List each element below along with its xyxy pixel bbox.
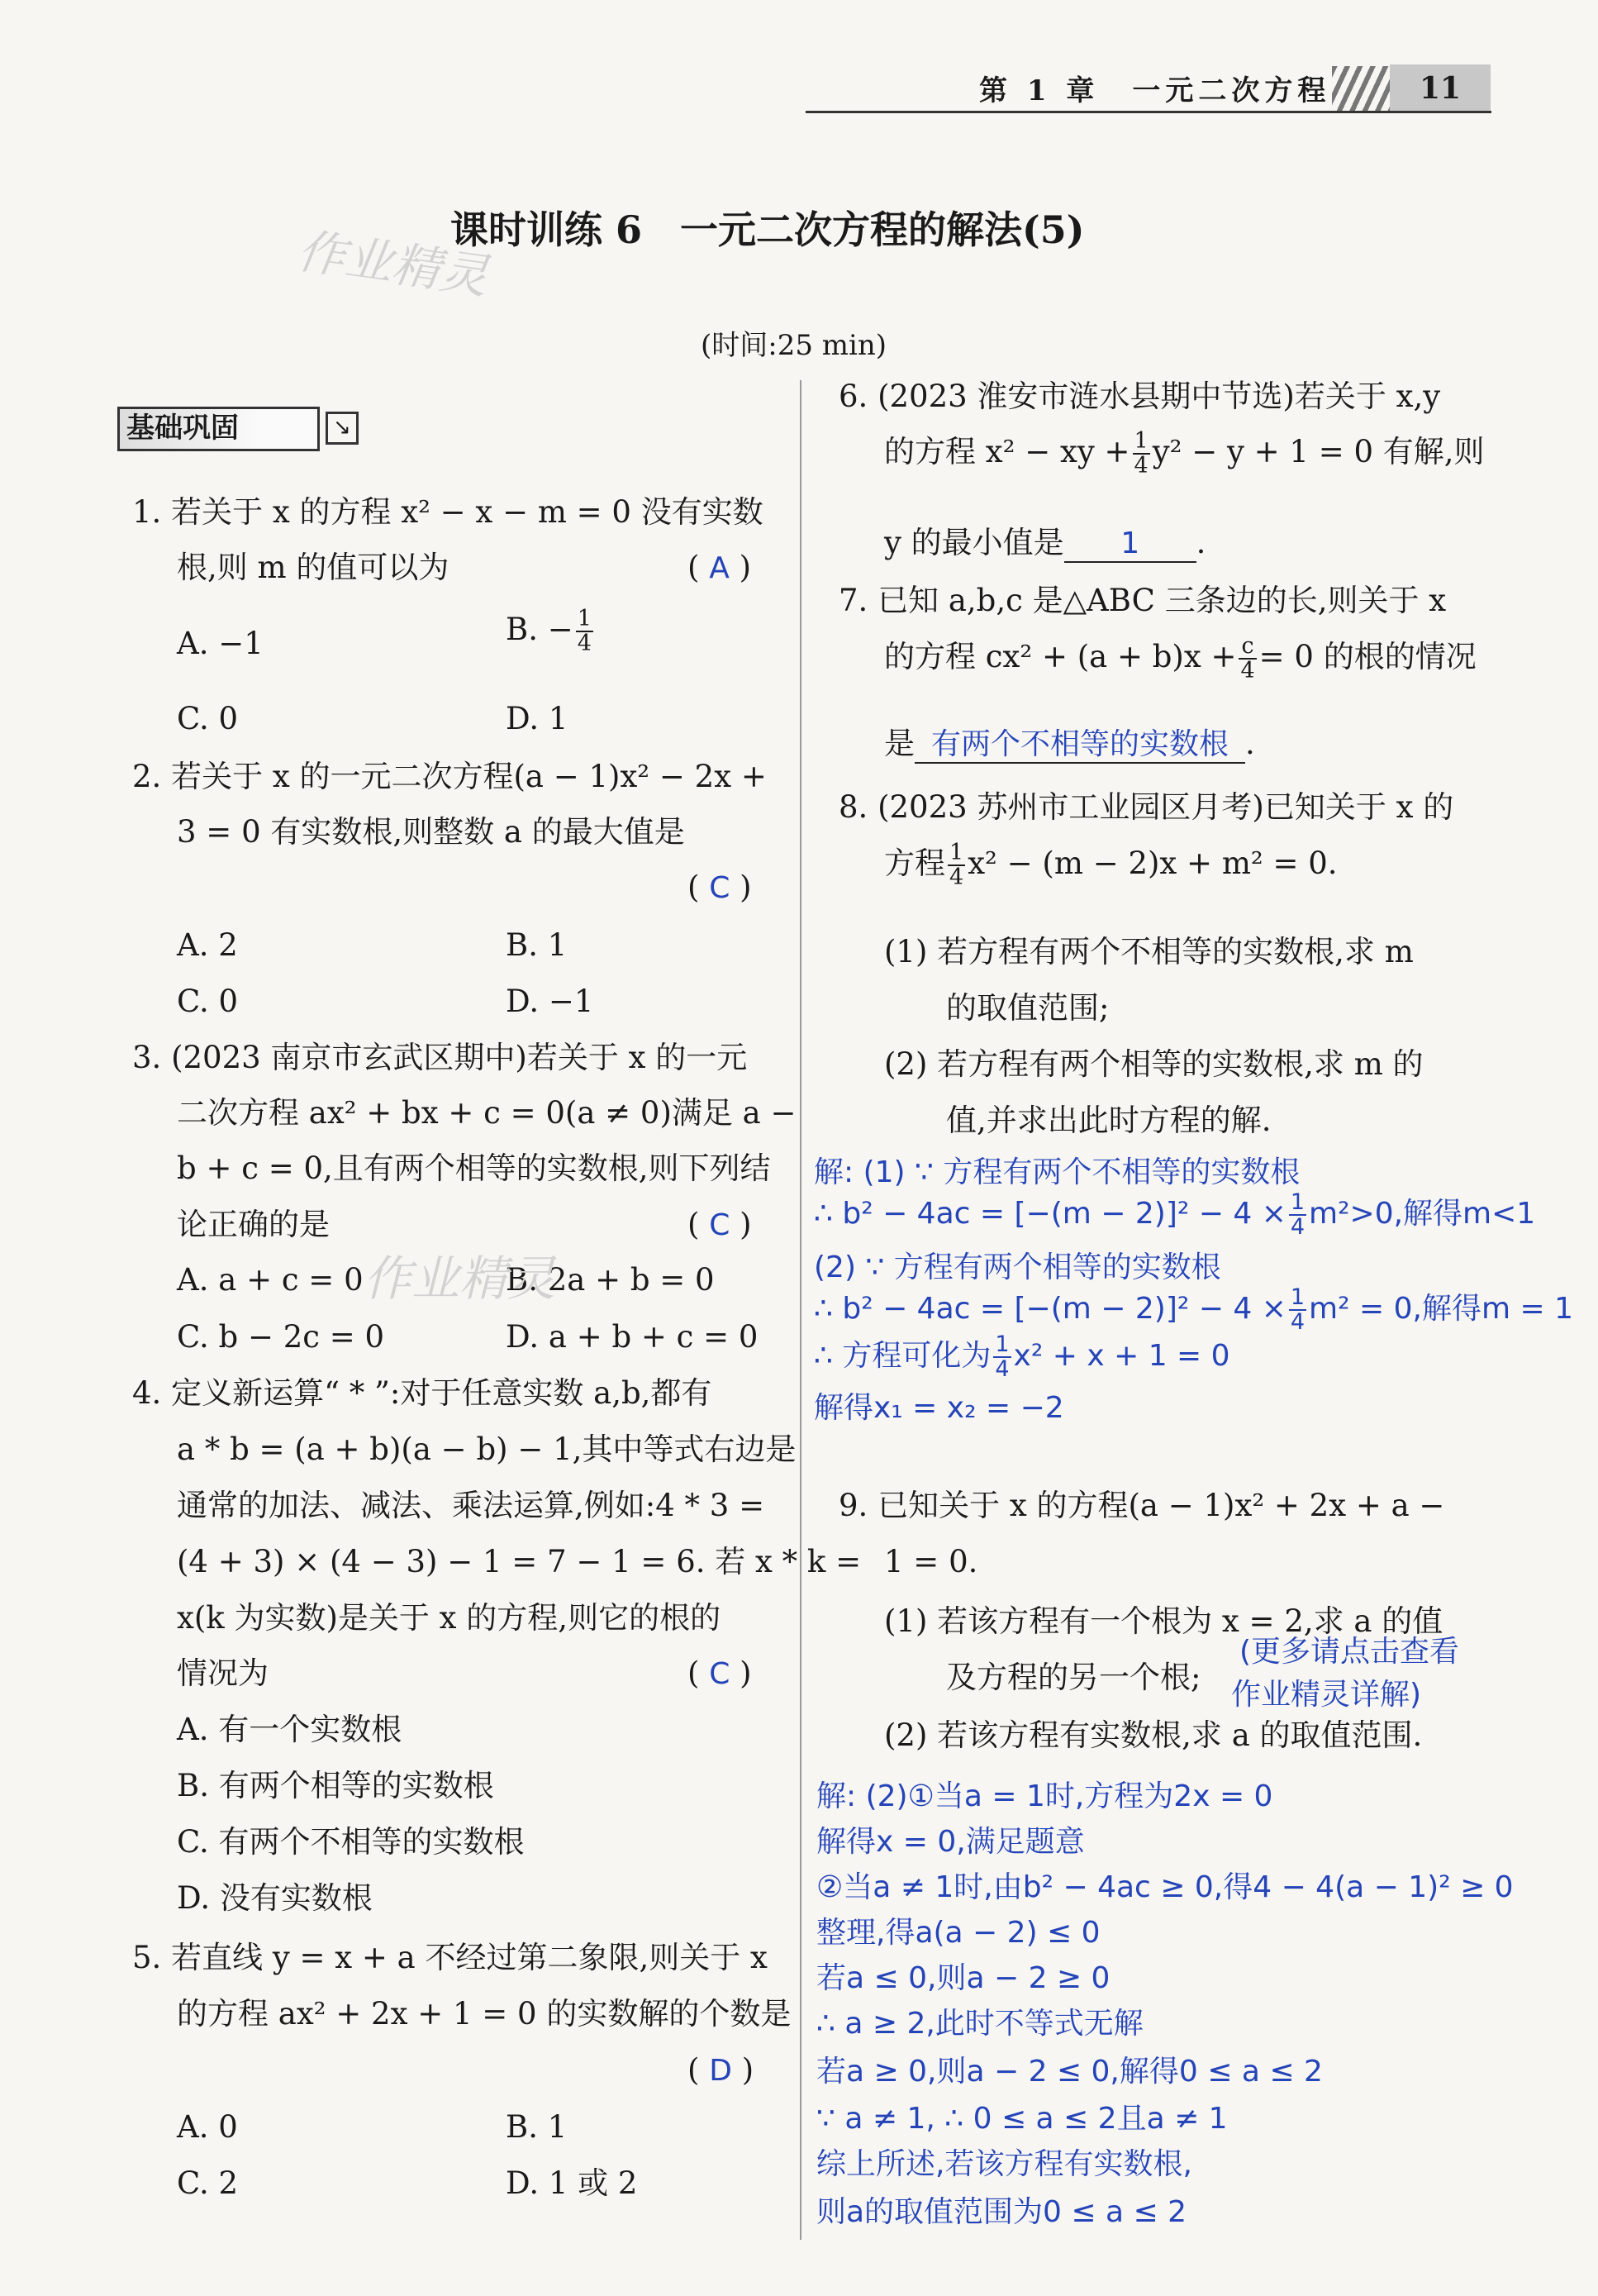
q6-stem-2: 的方程 x² − xy + $\frac{1}{4}$ y² − y + 1 = 0 有解,则	[884, 428, 1485, 479]
q9-solution-2: 解得x = 0,满足题意	[816, 1825, 1085, 1859]
q9-solution-5: 若a ≤ 0,则a − 2 ≥ 0	[816, 1961, 1111, 1995]
section-tag: 基础巩固	[117, 407, 320, 451]
page-title: 课时训练 6 一元二次方程的解法(5)	[450, 207, 1085, 252]
q4-answer-paren: ( C )	[687, 1655, 752, 1691]
q1-option-d: D. 1	[506, 701, 568, 736]
q5-option-b: B. 1	[506, 2109, 568, 2145]
q7-answer: 有两个不相等的实数根	[930, 727, 1229, 761]
q9-stem-1: 9. 已知关于 x 的方程(a − 1)x² + 2x + a −	[839, 1488, 1445, 1523]
q2-option-c: C. 0	[177, 984, 239, 1019]
q9-solution-6: ∴ a ≥ 2,此时不等式无解	[816, 2007, 1144, 2041]
q8-solution-6: 解得x₁ = x₂ = −2	[814, 1391, 1064, 1425]
q9-part1-a: (1) 若该方程有一个根为 x = 2,求 a 的值	[884, 1603, 1443, 1639]
q6-stem-1: 6. (2023 淮安市涟水县期中节选)若关于 x,y	[839, 379, 1441, 414]
q2-option-b: B. 1	[506, 927, 568, 963]
q8-solution-4: ∴ b² − 4ac = [−(m − 2)]² − 4 × $\frac{1}{4}$ m² = 0,解得m = 1	[814, 1284, 1573, 1335]
q1-option-c: C. 0	[177, 701, 239, 736]
q5-option-c: C. 2	[177, 2165, 239, 2201]
q4-option-d: D. 没有实数根	[177, 1880, 373, 1916]
q2-answer-paren: ( C )	[687, 869, 752, 905]
arrow-icon: ↘	[326, 412, 359, 445]
q4-answer: C	[709, 1657, 730, 1691]
q9-solution-1: 解: (2)①当a = 1时,方程为2x = 0	[816, 1779, 1273, 1813]
q3-option-a: A. a + c = 0	[177, 1262, 364, 1298]
q8-solution-3: (2) ∵ 方程有两个相等的实数根	[814, 1250, 1221, 1284]
q9-stem-2: 1 = 0.	[884, 1544, 978, 1579]
q6-stem-3: y 的最小值是 1 .	[884, 525, 1206, 563]
q4-stem-3: 通常的加法、减法、乘法运算,例如:4 * 3 =	[177, 1488, 765, 1523]
q1-stem-2: 根,则 m 的值可以为	[177, 550, 449, 585]
q5-stem-1: 5. 若直线 y = x + a 不经过第二象限,则关于 x	[132, 1940, 768, 1975]
q8-part2-a: (2) 若方程有两个相等的实数根,求 m 的	[884, 1046, 1424, 1082]
q3-option-b: B. 2a + b = 0	[506, 1262, 715, 1298]
q9-solution-3: ②当a ≠ 1时,由b² − 4ac ≥ 0,得4 − 4(a − 1)² ≥ 0	[816, 1870, 1514, 1904]
q8-part1-b: 的取值范围;	[946, 990, 1110, 1026]
q5-answer-paren: ( D )	[687, 2052, 754, 2088]
column-divider	[800, 380, 801, 2240]
q9-solution-7: 若a ≥ 0,则a − 2 ≤ 0,解得0 ≤ a ≤ 2	[816, 2055, 1323, 2089]
q5-option-d: D. 1 或 2	[506, 2165, 638, 2201]
q3-stem-4: 论正确的是	[177, 1207, 330, 1242]
q2-stem-1: 2. 若关于 x 的一元二次方程(a − 1)x² − 2x +	[132, 759, 767, 794]
q3-stem-2: 二次方程 ax² + bx + c = 0(a ≠ 0)满足 a −	[177, 1095, 797, 1131]
q3-option-d: D. a + b + c = 0	[506, 1319, 759, 1355]
time-limit: (时间:25 min)	[701, 329, 887, 362]
q3-option-c: C. b − 2c = 0	[177, 1319, 385, 1355]
more-link-1[interactable]: (更多请点击查看	[1239, 1635, 1460, 1669]
q9-solution-10: 则a的取值范围为0 ≤ a ≤ 2	[816, 2195, 1187, 2229]
q4-stem-6: 情况为	[177, 1655, 269, 1691]
q8-stem-1: 8. (2023 苏州市工业园区月考)已知关于 x 的	[839, 789, 1454, 825]
q8-part2-b: 值,并求出此时方程的解.	[946, 1103, 1272, 1138]
q5-option-a: A. 0	[177, 2109, 238, 2145]
q9-solution-8: ∵ a ≠ 1, ∴ 0 ≤ a ≤ 2且a ≠ 1	[816, 2102, 1228, 2136]
q4-stem-1: 4. 定义新运算“ * ”:对于任意实数 a,b,都有	[132, 1375, 712, 1411]
page-number: 11	[1390, 64, 1491, 112]
q2-option-d: D. −1	[506, 984, 594, 1019]
q7-stem-2: 的方程 cx² + (a + b)x + $\frac{c}{4}$ = 0 的根的情况	[884, 633, 1477, 684]
chapter-header: 第 1 章 一元二次方程	[979, 74, 1331, 107]
q8-solution-2: ∴ b² − 4ac = [−(m − 2)]² − 4 × $\frac{1}{4}$ m²>0,解得m<1	[814, 1188, 1536, 1240]
q8-solution-1: 解: (1) ∵ 方程有两个不相等的实数根	[814, 1155, 1301, 1189]
q8-stem-2: 方程 $\frac{1}{4}$ x² − (m − 2)x + m² = 0.	[884, 840, 1338, 891]
watermark: 作业精灵	[293, 222, 492, 305]
q4-stem-2: a * b = (a + b)(a − b) − 1,其中等式右边是	[177, 1431, 797, 1467]
q4-option-a: A. 有一个实数根	[177, 1712, 402, 1747]
q3-stem-1: 3. (2023 南京市玄武区期中)若关于 x 的一元	[132, 1040, 748, 1075]
q5-stem-2: 的方程 ax² + 2x + 1 = 0 的实数解的个数是	[177, 1996, 792, 2032]
q7-stem-1: 7. 已知 a,b,c 是△ABC 三条边的长,则关于 x	[839, 583, 1447, 618]
q4-stem-5: x(k 为实数)是关于 x 的方程,则它的根的	[177, 1600, 721, 1636]
q4-option-b: B. 有两个相等的实数根	[177, 1768, 494, 1803]
q4-option-c: C. 有两个不相等的实数根	[177, 1824, 525, 1860]
q4-stem-4: (4 + 3) × (4 − 3) − 1 = 7 − 1 = 6. 若 x * k =	[177, 1544, 862, 1579]
more-link-2[interactable]: 作业精灵详解)	[1231, 1678, 1422, 1712]
q8-solution-5: ∴ 方程可化为 $\frac{1}{4}$ x² + x + 1 = 0	[814, 1331, 1230, 1382]
q1-stem-1: 1. 若关于 x 的方程 x² − x − m = 0 没有实数	[132, 494, 763, 530]
watermark-2: 作业精灵	[364, 1250, 556, 1307]
q8-part1-a: (1) 若方程有两个不相等的实数根,求 m	[884, 934, 1414, 969]
q9-part2: (2) 若该方程有实数根,求 a 的取值范围.	[884, 1717, 1423, 1753]
q5-answer: D	[709, 2054, 732, 2088]
q7-stem-3: 是 有两个不相等的实数根 .	[884, 726, 1255, 764]
q6-answer: 1	[1120, 526, 1140, 560]
q1-answer: A	[709, 551, 730, 585]
header-rule	[806, 111, 1491, 113]
q3-answer: C	[709, 1208, 730, 1242]
q9-solution-4: 整理,得a(a − 2) ≤ 0	[816, 1916, 1101, 1950]
header-stripes	[1332, 66, 1390, 112]
q1-option-a: A. −1	[177, 626, 264, 661]
q9-part1-b: 及方程的另一个根;	[946, 1660, 1201, 1695]
q2-stem-2: 3 = 0 有实数根,则整数 a 的最大值是	[177, 814, 685, 850]
q3-answer-paren: ( C )	[687, 1207, 752, 1242]
q2-option-a: A. 2	[177, 927, 238, 963]
q3-stem-3: b + c = 0,且有两个相等的实数根,则下列结	[177, 1150, 771, 1186]
q2-answer: C	[709, 871, 730, 905]
q1-answer-paren: ( A )	[687, 550, 752, 585]
q9-solution-9: 综上所述,若该方程有实数根,	[816, 2147, 1192, 2181]
q1-option-b: B. − $\frac{1}{4}$	[506, 606, 592, 657]
